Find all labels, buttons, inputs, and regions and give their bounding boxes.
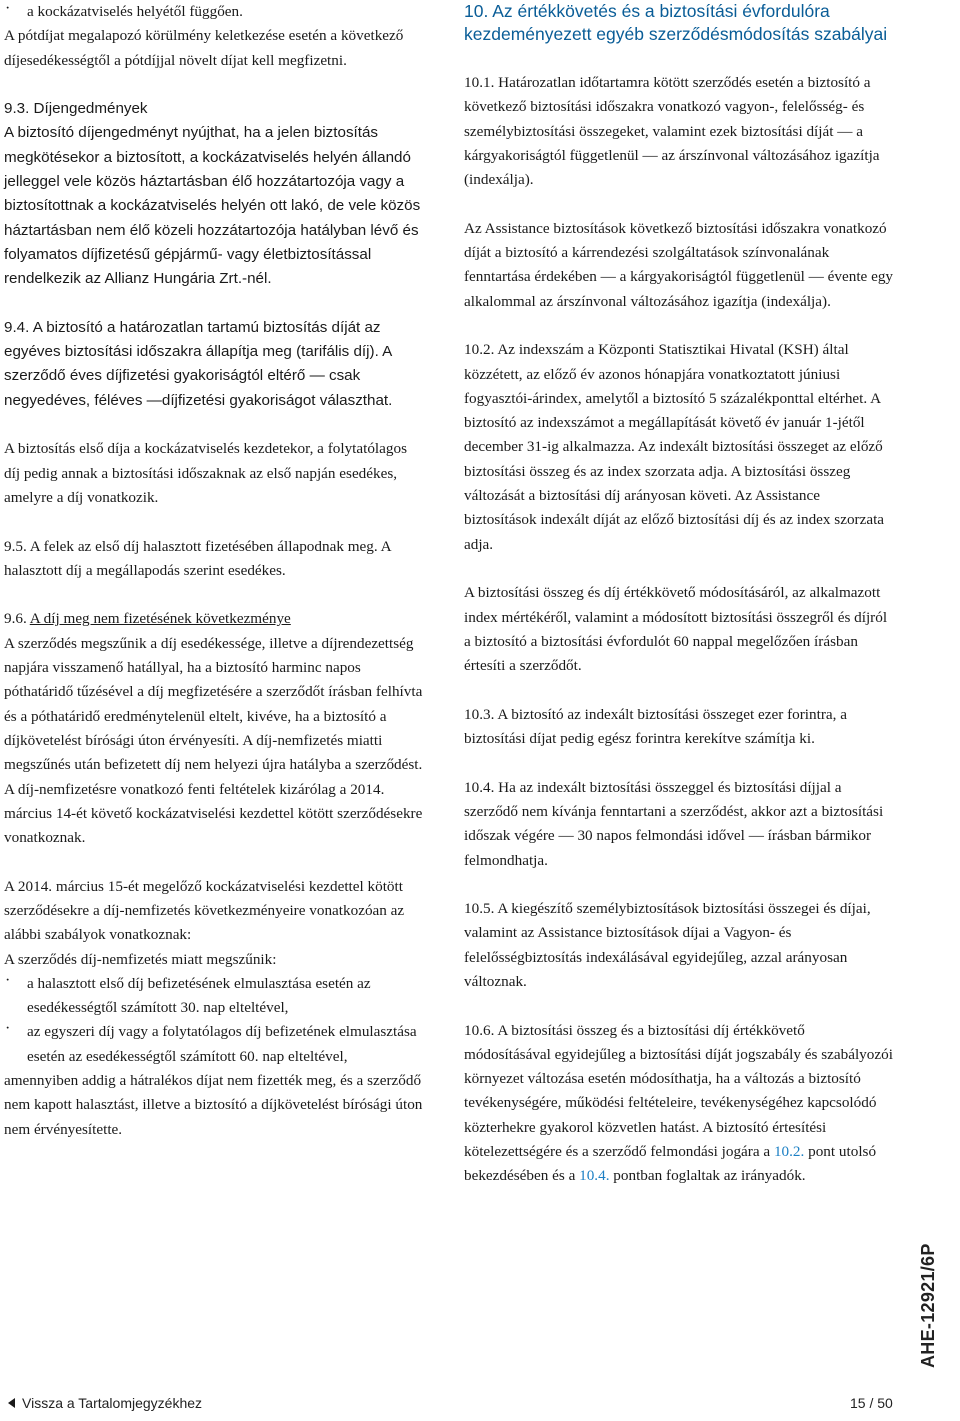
back-link-label: Vissza a Tartalomjegyzékhez	[22, 1395, 203, 1411]
right-column	[464, 0, 894, 1189]
bullet: ·	[5, 971, 11, 989]
paragraph: 10.6. A biztosítási összeg és a biztosítási díj értékkövető módosításával egyidejűleg a biztosítási díját jogszabály és szabályozói környezet változása esetén módosíthatja, ha a változás a biztosító tevékenységére, működési feltételeire, tevékenységéhez kapcsolódó közterhekre gyakorol közvetlen hatást. A biztosító értesítési kötelezettségére és a szerződő felmondási jogára a 10.2. pont utolsó bekezdésében és a 10.4. pontban foglaltak az irányadók.	[464, 1021, 893, 1185]
bullet: ·	[5, 1020, 11, 1038]
paragraph: A biztosító díjengedményt nyújthat, ha a jelen biztosítás megkötésekor a biztosított, a kockázatviselés helyén állandó jelleggel vele közös háztartásban élő hozzátartozója vagy a biztosítottnak a kockázatviselés helyén ott lakó, de vele közös háztartásban nem élő közeli hozzátartozója hatályban lévő és folyamatos díjfizetésű gépjármű- vagy életbiztosítással rendelkezik az Allianz Hungária Zrt.-nél.	[4, 124, 421, 288]
list-item: · az egyszeri díj vagy a folytatólagos díj befizetének elmulasztása esetén az esedékességtől számított 60. nap elteltével,	[4, 1020, 424, 1069]
paragraph: A szerződés megszűnik a díj esedékessége, illetve a díjrendezettség napjára visszamenő hatállyal, ha a biztosító harminc napos póthatáridő tűzésével a díj megfizetésére a szerződőt írásban felhívta és a póthatáridő eredménytelenül eltelt, kivéve, ha a biztosító a díjkövetelést bírósági úton érvényesíti. A díj-nemfizetés miatti megszűnés után befizetett díj nem helyezi újra hatályba a szerződést.	[4, 634, 423, 774]
section-title: 9.3. Díjengedmények	[4, 100, 148, 118]
paragraph: A 2014. március 15-ét megelőző kockázatviselési kezdettel kötött szerződésekre a díj-nemfizetés következményeire vonatkozóan az alábbi szabályok vonatkoznak:	[4, 877, 405, 944]
page-number: 15 / 50	[850, 1395, 893, 1411]
paragraph: 10.1. Határozatlan időtartamra kötött szerződés esetén a biztosító a következő biztosítási időszakra vonatkozó vagyon-, felelősség- és személybiztosítási összegeket, valamint ezek biztosítási díját — a kárgyakoriságtól függetlenül — az árszínvonal változásához igazítja (indexálja).	[464, 74, 880, 189]
bullet: ·	[5, 0, 11, 17]
section-link-10-4[interactable]: 10.4.	[579, 1167, 610, 1185]
paragraph: 10.5. A kiegészítő személybiztosítások biztosítási összegei és díjai, valamint az Assistance biztosítások díjai a Vagyon- és felelősségbiztosítás indexálásával egyidejűleg, azzal arányosan változnak.	[464, 900, 871, 990]
list-item: · a kockázatviselés helyétől függően.	[4, 0, 424, 24]
paragraph: amennyiben addig a hátralékos díjat nem fizették meg, és a szerződő nem kapott halasztást, illetve a biztosító a díjkövetelést bírósági úton nem érvényesítette.	[4, 1072, 423, 1138]
section-heading: 10. Az értékkövetés és a biztosítási évfordulóra kezdeményezett egyéb szerződésmódosítás szabályai	[464, 1, 888, 44]
list-item: · a halasztott első díj befizetésének elmulasztása esetén az esedékességtől számított 30. nap elteltével,	[4, 972, 424, 1021]
triangle-left-icon	[8, 1398, 15, 1408]
back-to-contents-link[interactable]	[8, 1395, 202, 1411]
paragraph: A biztosítás első díja a kockázatviselés kezdetekor, a folytatólagos díj pedig annak a biztosítási időszaknak az első napján esedékes, amelyre a díj vonatkozik.	[4, 440, 407, 506]
section-title: 9.6. A díj meg nem fizetésének következménye	[4, 610, 291, 628]
paragraph: 10.3. A biztosító az indexált biztosítási összeget ezer forintra, a biztosítási díjat pedig egész forintra kerekítve számítja ki.	[464, 705, 847, 748]
paragraph: A szerződés díj-nemfizetés miatt megszűnik:	[4, 950, 277, 968]
paragraph: A díj-nemfizetésre vonatkozó fenti feltételek kizárólag a 2014. március 14-ét követő kockázatviselési kezdettel kötött szerződésekre vonatkoznak.	[4, 780, 423, 847]
paragraph: A pótdíjat megalapozó körülmény keletkezése esetén a következő díjesedékességtől a pótdíjjal növelt díjat kell megfizetni.	[4, 27, 404, 69]
paragraph: Az Assistance biztosítások következő biztosítási időszakra vonatkozó díját a biztosító a kárrendezési szolgáltatások színvonalának fenntartása érdekében — a kárgyakoriságtól függetlenül — évente egy alkalommal az árszínvonal változásához igazítja (indexálja).	[464, 219, 894, 310]
section-link-10-2[interactable]: 10.2.	[773, 1143, 805, 1161]
paragraph: 10.2. Az indexszám a Központi Statisztikai Hivatal (KSH) által közzétett, az előző év azonos hónapjára vonatkoztatott júniusi fogyasztói-árindex, amelytől a biztosító 5 százalékponttal eltérhet. A biztosító az indexszámot a megállapítását követő év január 1-jétől december 31-ig alkalmazza. Az indexált biztosítási összeget az előző biztosítási összeg és az index szorzata adja. A biztosítási összeg változását a biztosítási díj arányosan követi. Az Assistance biztosítások indexált díját az előző biztosítási díj és az index szorzata adja.	[464, 341, 885, 553]
paragraph: 9.4. A biztosító a határozatlan tartamú biztosítás díját az egyéves biztosítási időszakra állapítja meg (tarifális díj). A szerződő éves díjfizetési gyakoriságtól eltérő — csak negyedéves, féléves —díjfizetési gyakoriságot választhat.	[4, 318, 393, 409]
left-column	[4, 0, 424, 1142]
footer	[0, 1395, 960, 1421]
paragraph: 10.4. Ha az indexált biztosítási összeggel és biztosítási díjjal a szerződő nem kívánja fenntartani a szerződést, akkor azt a biztosítási időszak végére — 30 napos felmondási idővel — írásban bármikor felmondhatja.	[464, 778, 884, 869]
paragraph: 9.5. A felek az első díj halasztott fizetésében állapodnak meg. A halasztott díj a megállapodás szerint esedékes.	[4, 537, 391, 579]
paragraph: A biztosítási összeg és díj értékkövető módosításáról, az alkalmazott index mértékéről, valamint a módosított biztosítási összegről és díjról a biztosító a biztosítási évfordulót 60 nappal megelőzően írásban értesíti a szerződőt.	[464, 584, 888, 675]
